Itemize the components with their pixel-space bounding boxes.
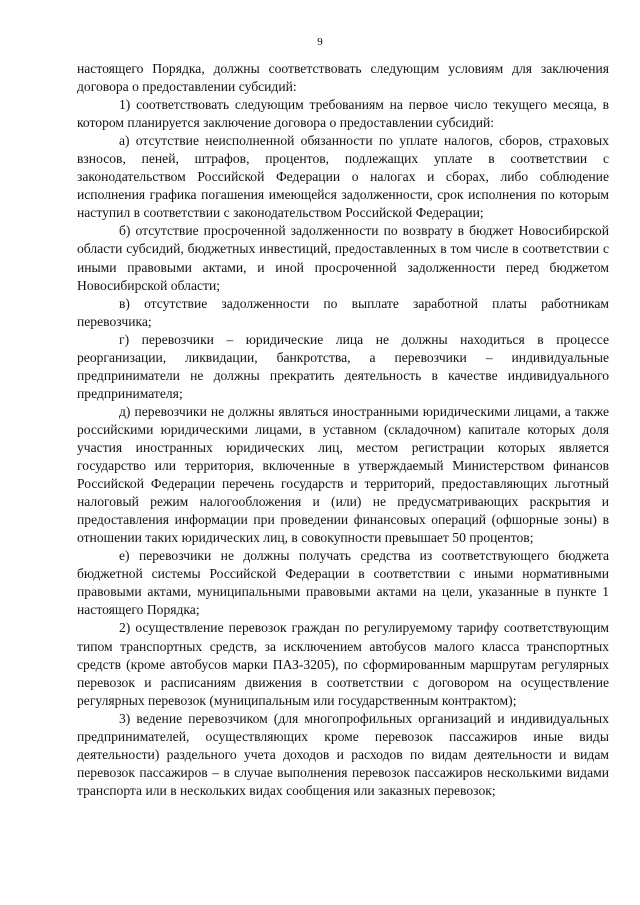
paragraph-item-1d: д) перевозчики не должны являться иностранными юридическими лицами, а также российскими юридическими лицами, в уставном (складочном) капитале которых доля участия иностранных юридических лиц, местом регистрации которых является государство или территория, включенные в утверждаемый Министерством финансов Российской Федерации перечень государств и территорий, предоставляющих льготный налоговый режим налогообложения и (или) не предусматривающих раскрытия и предоставления информации при проведении финансовых операций (офшорные зоны) в отношении таких юридических лиц, в совокупности превышает 50 процентов; xyxy=(77,403,609,546)
page-number: 9 xyxy=(317,36,323,48)
paragraph-item-1v: в) отсутствие задолженности по выплате заработной платы работникам перевозчика; xyxy=(77,295,609,329)
paragraph-item-3: 3) ведение перевозчиком (для многопрофильных организаций и индивидуальных предпринимателей, осуществляющих кроме перевозок пассажиров иные виды деятельности) раздельного учета доходов и расходов по видам деятельности и видам перевозок пассажиров – в случае выполнения перевозок пассажиров несколькими видами транспорта или в нескольких видах сообщения или заказных перевозок; xyxy=(77,710,609,798)
paragraph-item-1a: а) отсутствие неисполненной обязанности по уплате налогов, сборов, страховых взносов, пеней, штрафов, процентов, подлежащих уплате в соответствии с законодательством Российской Федерации о налогах и сборах, либо соблюдение исполнения графика погашения имеющейся задолженности, срок исполнения по которым наступил в соответствии с законодательством Российской Федерации; xyxy=(77,133,609,221)
paragraph-item-1g: г) перевозчики – юридические лица не должны находиться в процессе реорганизации, ликвидации, банкротства, а перевозчики – индивидуальные предприниматели не должны прекратить деятельность в качестве индивидуального предпринимателя; xyxy=(77,331,609,401)
paragraph-continuation: настоящего Порядка, должны соответствовать следующим условиям для заключения договора о предоставлении субсидий: xyxy=(77,61,609,95)
paragraph-item-1b: б) отсутствие просроченной задолженности по возврату в бюджет Новосибирской области субсидий, бюджетных инвестиций, предоставленных в том числе в соответствии с иными правовыми актами, и иной просроченной задолженности перед бюджетом Новосибирской области; xyxy=(77,223,609,293)
document-body xyxy=(77,60,609,800)
paragraph-item-1e: е) перевозчики не должны получать средства из соответствующего бюджета бюджетной системы Российской Федерации в соответствии с иными нормативными правовыми актами, муниципальными правовыми актами на цели, указанные в пункте 1 настоящего Порядка; xyxy=(77,548,609,618)
paragraph-item-2: 2) осуществление перевозок граждан по регулируемому тарифу соответствующим типом транспортных средств, за исключением автобусов малого класса транспортных средств (кроме автобусов марки ПАЗ-3205), по сформированным маршрутам регулярных перевозок и расписаниям движения в соответствии с договором на осуществление регулярных перевозок (муниципальным или государственным контрактом); xyxy=(77,620,609,708)
paragraph-item-1: 1) соответствовать следующим требованиям на первое число текущего месяца, в котором планируется заключение договора о предоставлении субсидий: xyxy=(77,97,609,131)
